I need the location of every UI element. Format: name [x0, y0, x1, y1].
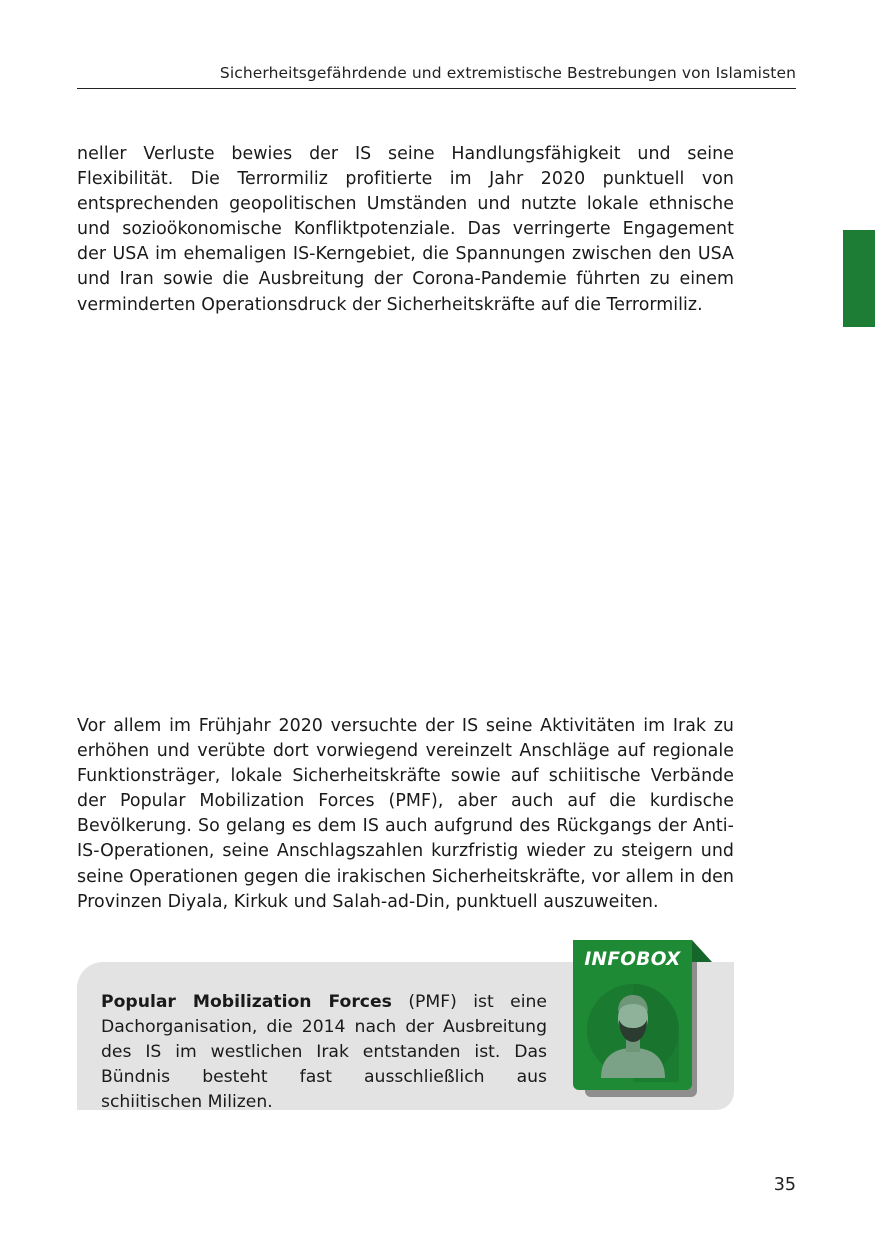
infobox-badge-label: INFOBOX — [584, 949, 681, 970]
page-number: 35 — [773, 1175, 796, 1195]
infobox-text — [101, 990, 547, 1115]
chapter-tab-marker — [843, 230, 875, 327]
body-paragraph-1: neller Verluste bewies der IS seine Handlungsfähigkeit und seine Flexibilität. Die Terrormiliz profitierte im Jahr 2020 punktuell von entsprechenden geopolitischen Umständen und nutzte lokale ethnische und sozioökonomische Konfliktpotenziale. Das verringerte Engagement der USA im ehemaligen IS-Kerngebiet, die Spannungen zwischen den USA und Iran sowie die Ausbreitung der Corona-Pandemie führten zu einem verminderten Operationsdruck der Sicherheitskräfte auf die Terrormiliz. — [77, 144, 734, 315]
body-paragraph-2: Vor allem im Frühjahr 2020 versuchte der IS seine Aktivitäten im Irak zu erhöhen und verübte dort vorwiegend vereinzelt Anschläge auf regionale Funktionsträger, lokale Sicherheitskräfte sowie auf schiitische Verbände der Popular Mobilization Forces (PMF), aber auch auf die kurdische Bevölkerung. So gelang es dem IS auch aufgrund des Rückgangs der Anti-IS-Operationen, seine Anschlagszahlen kurzfristig wieder zu steigern und seine Operationen gegen die irakischen Sicherheitskräfte, vor allem in den Provinzen Diyala, Kirkuk und Salah-ad-Din, punktuell auszuweiten. — [77, 716, 734, 912]
running-header: Sicherheitsgefährdende und extremistische Bestrebungen von Islamisten — [77, 62, 796, 89]
infobox-badge — [573, 940, 692, 1090]
infobox-definition: (PMF) ist eine Dachorganisation, die 2014 nach der Ausbreitung des IS im westlichen Irak entstanden ist. Das Bündnis besteht fast ausschließlich aus schiitischen Milizen. — [101, 992, 547, 1112]
infobox-badge-fold — [692, 940, 712, 962]
infobox-term: Popular Mobilization Forces — [101, 992, 392, 1012]
person-avatar-icon — [583, 982, 683, 1082]
